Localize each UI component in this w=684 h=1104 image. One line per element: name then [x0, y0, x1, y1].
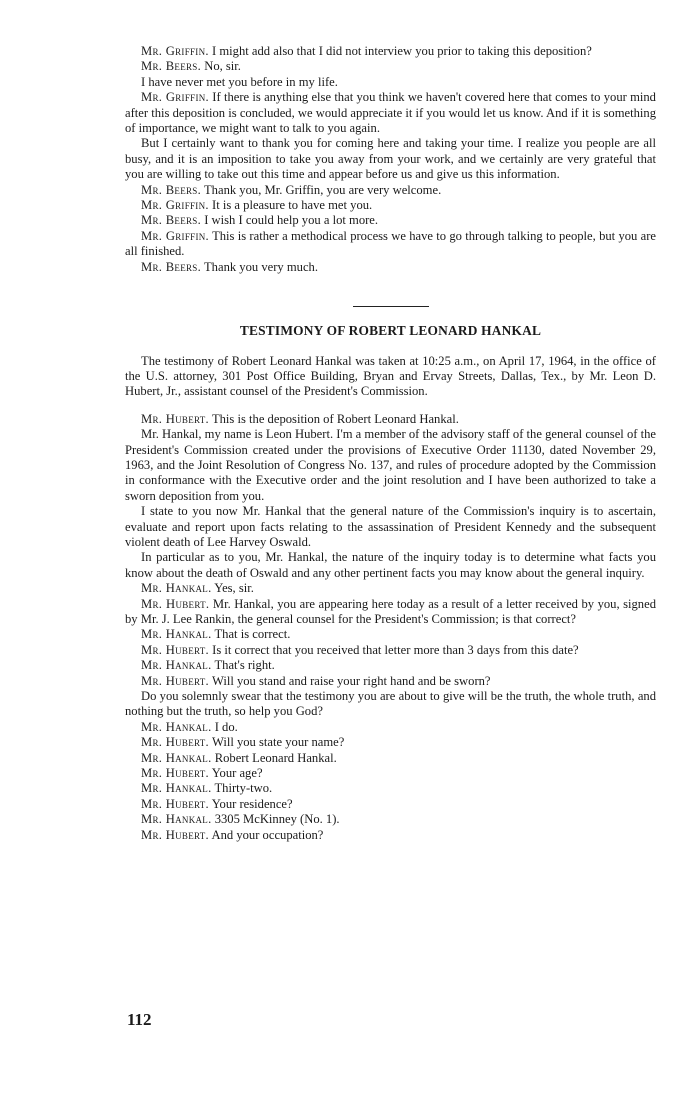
dialogue-text: I state to you now Mr. Hankal that the general nature of the Commission's inquiry is to ascertain, evaluate and report upon facts relating to the assassination of President Kennedy and the subsequent violent death of Lee Harvey Oswald.	[125, 504, 656, 549]
dialogue-paragraph	[125, 658, 656, 673]
dialogue-paragraph	[125, 260, 656, 275]
dialogue-paragraph	[125, 597, 656, 628]
dialogue-text: Will you stand and raise your right hand and be sworn?	[211, 673, 491, 688]
dialogue-paragraph	[125, 812, 656, 827]
dialogue-text: It is a pleasure to have met you.	[212, 198, 373, 213]
dialogue-text: If there is anything else that you think we haven't covered here that comes to your mind after this deposition is concluded, we would appreciate it if you would let us know. And if it is something of importance, we might want to talk to you again.	[125, 90, 656, 136]
dialogue-paragraph	[125, 781, 656, 796]
speaker-name: Mr. Griffin.	[141, 44, 209, 58]
speaker-name: Mr. Beers.	[141, 59, 202, 74]
dialogue-paragraph	[125, 550, 656, 581]
dialogue-paragraph	[125, 674, 656, 689]
intro-paragraph: The testimony of Robert Leonard Hankal was taken at 10:25 a.m., on April 17, 1964, in the office of the U.S. attorney, 301 Post Office Building, Bryan and Ervay Streets, Dallas, Tex., by Mr. Leon D. Hubert, Jr., assistant counsel of the President's Commission.	[125, 353, 656, 399]
speaker-name: Mr. Hankal.	[141, 627, 212, 642]
dialogue-paragraph	[125, 766, 656, 781]
speaker-name: Mr. Hankal.	[141, 658, 212, 673]
dialogue-paragraph	[125, 797, 656, 812]
speaker-name: Mr. Hubert.	[141, 673, 210, 688]
dialogue-paragraph	[125, 59, 656, 74]
speaker-name: Mr. Hubert.	[141, 596, 210, 611]
paragraph-gap	[125, 400, 656, 412]
dialogue-paragraph	[125, 504, 656, 550]
dialogue-text: That's right.	[214, 658, 275, 673]
dialogue-paragraph	[125, 229, 656, 260]
dialogue-paragraph	[125, 735, 656, 750]
dialogue-text: Do you solemnly swear that the testimony you are about to give will be the truth, the whole truth, and nothing but the truth, so help you God?	[125, 689, 656, 719]
dialogue-paragraph	[125, 751, 656, 766]
speaker-name: Mr. Hankal.	[141, 750, 212, 765]
speaker-name: Mr. Beers.	[141, 213, 202, 228]
dialogue-paragraph	[125, 427, 656, 504]
section-divider	[353, 306, 429, 307]
dialogue-paragraph	[125, 828, 656, 843]
dialogue-paragraph	[125, 198, 656, 213]
dialogue-text: Thank you, Mr. Griffin, you are very welcome.	[203, 182, 442, 197]
dialogue-paragraph	[125, 75, 656, 90]
dialogue-text: Will you state your name?	[211, 735, 345, 750]
dialogue-text: Your residence?	[211, 796, 293, 811]
dialogue-text: This is rather a methodical process we have to go through talking to people, but you are all finished.	[125, 228, 656, 259]
dialogue-text: But I certainly want to thank you for coming here and taking your time. I realize you people are all busy, and it is an imposition to take you away from your work, and we certainly are very grateful that you are willing to take out this time and appear before us and give us this information.	[125, 136, 656, 182]
speaker-name: Mr. Hubert.	[141, 827, 210, 842]
dialogue-text: Thank you very much.	[203, 259, 318, 274]
dialogue-paragraph	[125, 44, 656, 59]
speaker-name: Mr. Hankal.	[141, 719, 212, 734]
speaker-name: Mr. Hankal.	[141, 812, 212, 827]
dialogue-text: Thirty-two.	[214, 781, 273, 796]
dialogue-paragraph	[125, 412, 656, 427]
previous-testimony-section	[125, 44, 656, 275]
speaker-name: Mr. Hankal.	[141, 581, 212, 596]
page-number: 112	[127, 1010, 152, 1029]
dialogue-paragraph	[125, 183, 656, 198]
document-page	[125, 44, 656, 843]
dialogue-text: Your age?	[211, 766, 263, 781]
dialogue-text: In particular as to you, Mr. Hankal, the nature of the inquiry today is to determine what facts you know about the death of Oswald and any other pertinent facts you may know about the general inquiry.	[125, 550, 656, 580]
dialogue-paragraph	[125, 643, 656, 658]
dialogue-paragraph	[125, 581, 656, 596]
speaker-name: Mr. Hubert.	[141, 735, 210, 750]
speaker-name: Mr. Hubert.	[141, 642, 210, 657]
speaker-name: Mr. Griffin.	[141, 228, 209, 243]
dialogue-text: Is it correct that you received that letter more than 3 days from this date?	[212, 642, 579, 657]
dialogue-paragraph	[125, 213, 656, 228]
dialogue-paragraph	[125, 627, 656, 642]
speaker-name: Mr. Hubert.	[141, 766, 210, 781]
dialogue-text: No, sir.	[204, 59, 241, 74]
speaker-name: Mr. Beers.	[141, 182, 202, 197]
dialogue-paragraph	[125, 136, 656, 182]
dialogue-text: I might add also that I did not interview you prior to taking this deposition?	[212, 44, 592, 58]
dialogue-paragraph	[125, 720, 656, 735]
speaker-name: Mr. Hubert.	[141, 411, 210, 426]
speaker-name: Mr. Griffin.	[141, 90, 209, 105]
speaker-name: Mr. Hubert.	[141, 796, 210, 811]
hankal-testimony-section	[125, 412, 656, 843]
dialogue-text: I wish I could help you a lot more.	[204, 213, 379, 228]
dialogue-text: I have never met you before in my life.	[141, 74, 338, 89]
dialogue-text: This is the deposition of Robert Leonard Hankal.	[211, 411, 459, 426]
dialogue-paragraph	[125, 689, 656, 720]
dialogue-text: Mr. Hankal, you are appearing here today as a result of a letter received by you, signed by Mr. J. Lee Rankin, the general counsel for the President's Commission; is that correct?	[125, 596, 656, 626]
dialogue-text: And your occupation?	[211, 827, 324, 842]
dialogue-text: That is correct.	[214, 627, 291, 642]
dialogue-text: Robert Leonard Hankal.	[214, 750, 337, 765]
speaker-name: Mr. Hankal.	[141, 781, 212, 796]
dialogue-paragraph	[125, 90, 656, 136]
speaker-name: Mr. Beers.	[141, 259, 202, 274]
speaker-name: Mr. Griffin.	[141, 198, 209, 213]
dialogue-text: I do.	[214, 719, 238, 734]
dialogue-text: Mr. Hankal, my name is Leon Hubert. I'm a member of the advisory staff of the general counsel of the President's Commission created under the provisions of Executive Order 11130, dated November 29, 1963, and the Joint Resolution of Congress No. 137, and rules of procedure adopted by the Commission in conformance with the Executive order and the joint resolution and I have been authorized to take a sworn deposition from you.	[125, 427, 656, 503]
dialogue-text: 3305 McKinney (No. 1).	[214, 812, 340, 827]
testimony-heading: TESTIMONY OF ROBERT LEONARD HANKAL	[239, 323, 542, 339]
dialogue-text: Yes, sir.	[214, 581, 254, 596]
